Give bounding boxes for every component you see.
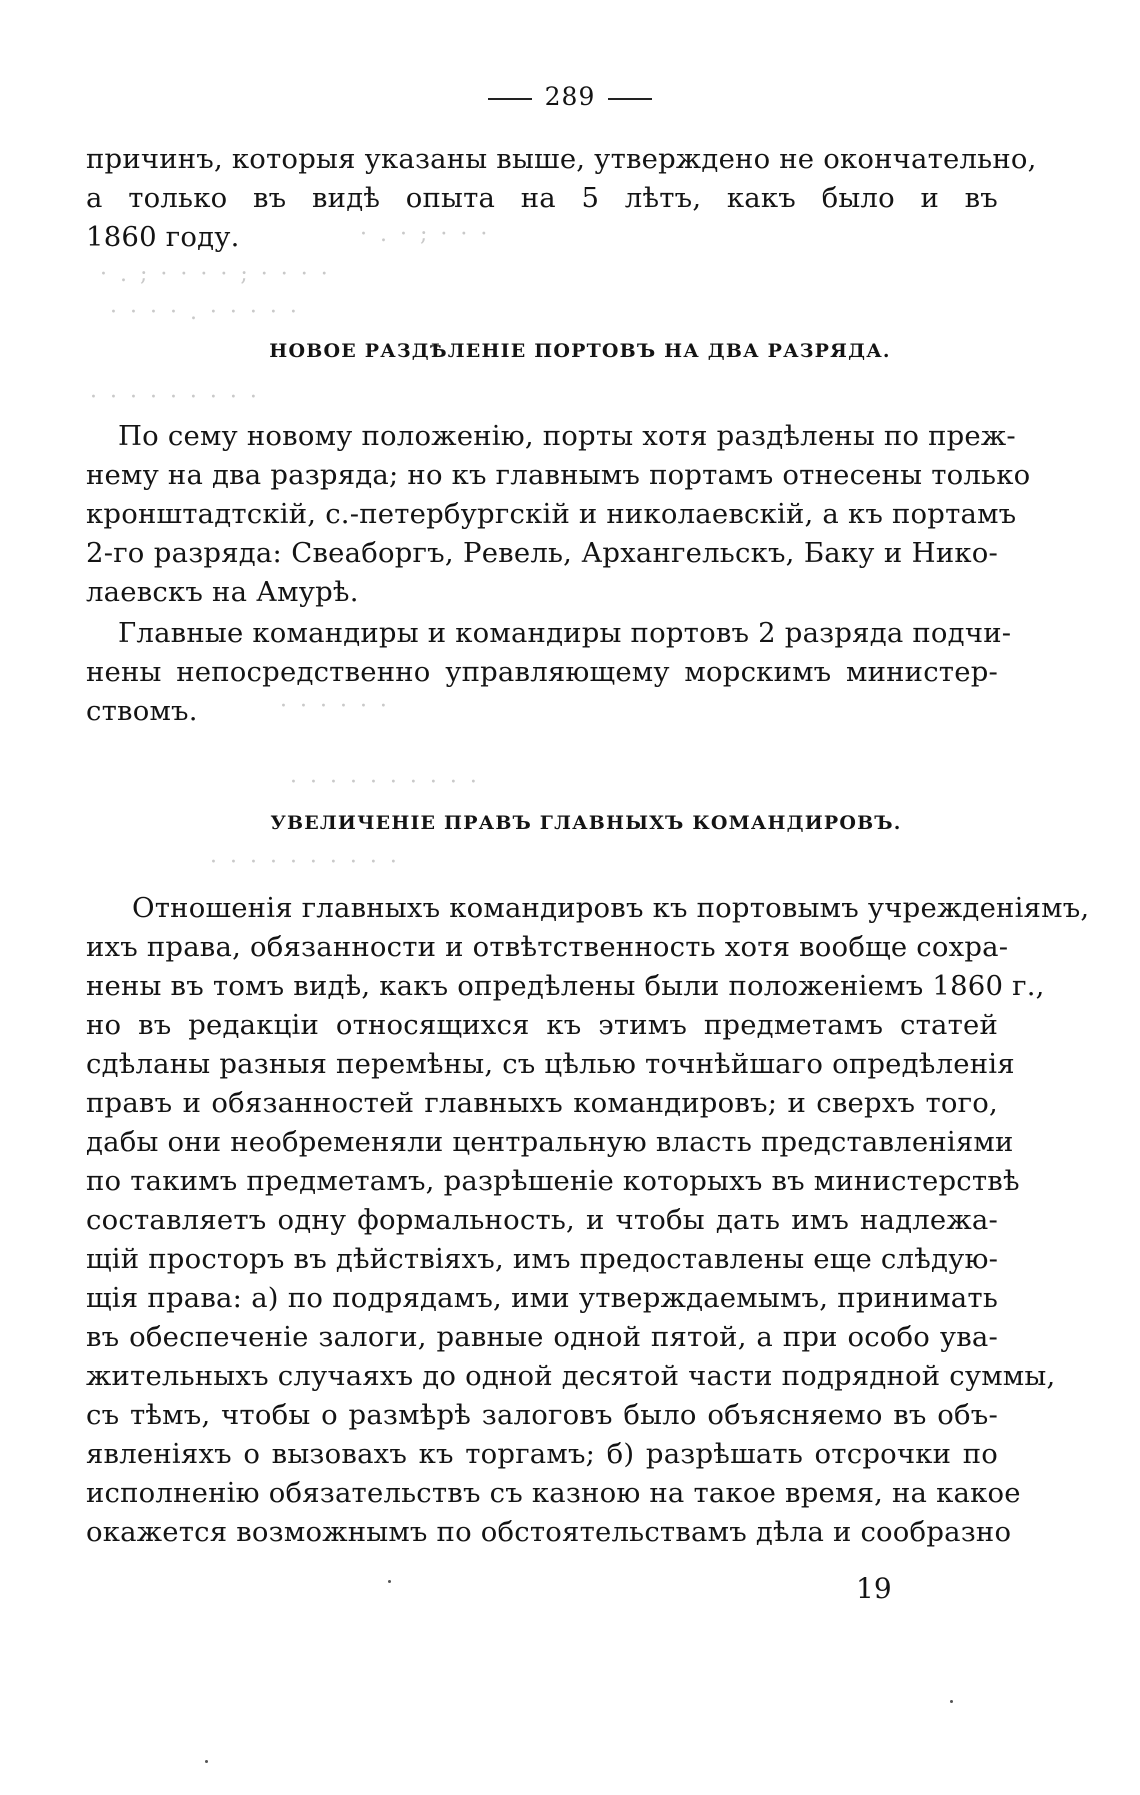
text-line: правъ и обязанностей главныхъ командировъ; и сверхъ того, — [86, 1087, 998, 1119]
bleed-through: · . ; · · · · ; · · · · — [100, 262, 331, 287]
text-line: кронштадтскій, с.-петербургскій и николаевскій, а къ портамъ — [86, 498, 1017, 530]
text-line: Отношенія главныхъ командировъ къ портовымъ учрежденіямъ, — [132, 892, 1090, 924]
bleed-through: · · · · · · — [280, 694, 390, 719]
text-line: дабы они необременяли центральную власть представленіями — [86, 1126, 1014, 1158]
speck — [205, 1760, 208, 1763]
signature-mark: 19 — [856, 1572, 892, 1605]
text-line: лаевскъ на Амурѣ. — [86, 576, 359, 608]
text-line: щія права: а) по подрядамъ, ими утверждаемымъ, принимать — [86, 1282, 998, 1314]
text-line: 2-го разряда: Свеаборгъ, Ревель, Архангельскъ, Баку и Нико- — [86, 537, 998, 569]
text-line: Главные командиры и командиры портовъ 2 разряда подчи- — [118, 617, 1012, 649]
text-line: 1860 году. — [86, 221, 240, 253]
text-line: сдѣланы разныя перемѣны, съ цѣлью точнѣйшаго опредѣленія — [86, 1048, 1015, 1080]
bleed-through: · · · · · · · · · · — [210, 850, 400, 875]
text-line: нены непосредственно управляющему морскимъ министер- — [86, 656, 998, 688]
text-line: а только въ видѣ опыта на 5 лѣтъ, какъ было и въ — [86, 182, 998, 214]
text-line: ихъ права, обязанности и отвѣтственность хотя вообще сохра- — [86, 931, 1009, 963]
text-line: окажется возможнымъ по обстоятельствамъ дѣла и сообразно — [86, 1516, 1012, 1548]
text-line: явленіяхъ о вызовахъ къ торгамъ; б) разрѣшать отсрочки по — [86, 1438, 998, 1470]
text-line: но въ редакціи относящихся къ этимъ предметамъ статей — [86, 1009, 998, 1041]
text-line: причинъ, которыя указаны выше, утверждено не окончательно, — [86, 143, 1037, 175]
bleed-through: · · · · . · · · · · — [110, 300, 300, 325]
text-line: исполненію обязательствъ съ казною на такое время, на какое — [86, 1477, 1021, 1509]
text-line: въ обеспеченіе залоги, равные одной пятой, а при особо ува- — [86, 1321, 998, 1353]
speck — [950, 1700, 953, 1703]
text-line: нены въ томъ видѣ, какъ опредѣлены были положеніемъ 1860 г., — [86, 970, 1045, 1002]
section-heading: УВЕЛИЧЕНІЕ ПРАВЪ ГЛАВНЫХЪ КОМАНДИРОВЪ. — [270, 812, 902, 834]
text-line: нему на два разряда; но къ главнымъ портамъ отнесены только — [86, 459, 1031, 491]
text-line: щій просторъ въ дѣйствіяхъ, имъ предоставлены еще слѣдую- — [86, 1243, 999, 1275]
left-dash — [488, 98, 532, 100]
page-number: 289 — [544, 82, 596, 111]
right-dash — [608, 98, 652, 100]
speck — [388, 1580, 391, 1583]
bleed-through: · . · ; · · · — [360, 222, 491, 247]
bleed-through: · · · · · · · · · · — [290, 770, 480, 795]
text-line: По сему новому положенію, порты хотя раздѣлены по преж- — [118, 420, 1016, 452]
text-line: жительныхъ случаяхъ до одной десятой части подрядной суммы, — [86, 1360, 1056, 1392]
section-heading: НОВОЕ РАЗДѢЛЕНІЕ ПОРТОВЪ НА ДВА РАЗРЯДА. — [269, 340, 891, 362]
text-line: съ тѣмъ, чтобы о размѣрѣ залоговъ было объясняемо въ объ- — [86, 1399, 998, 1431]
text-line: составляетъ одну формальность, и чтобы дать имъ надлежа- — [86, 1204, 998, 1236]
page-header — [0, 82, 1140, 111]
bleed-through: · · · · · · · · · — [90, 385, 260, 410]
text-line: по такимъ предметамъ, разрѣшеніе которыхъ въ министерствѣ — [86, 1165, 1020, 1197]
text-line: ствомъ. — [86, 695, 198, 727]
